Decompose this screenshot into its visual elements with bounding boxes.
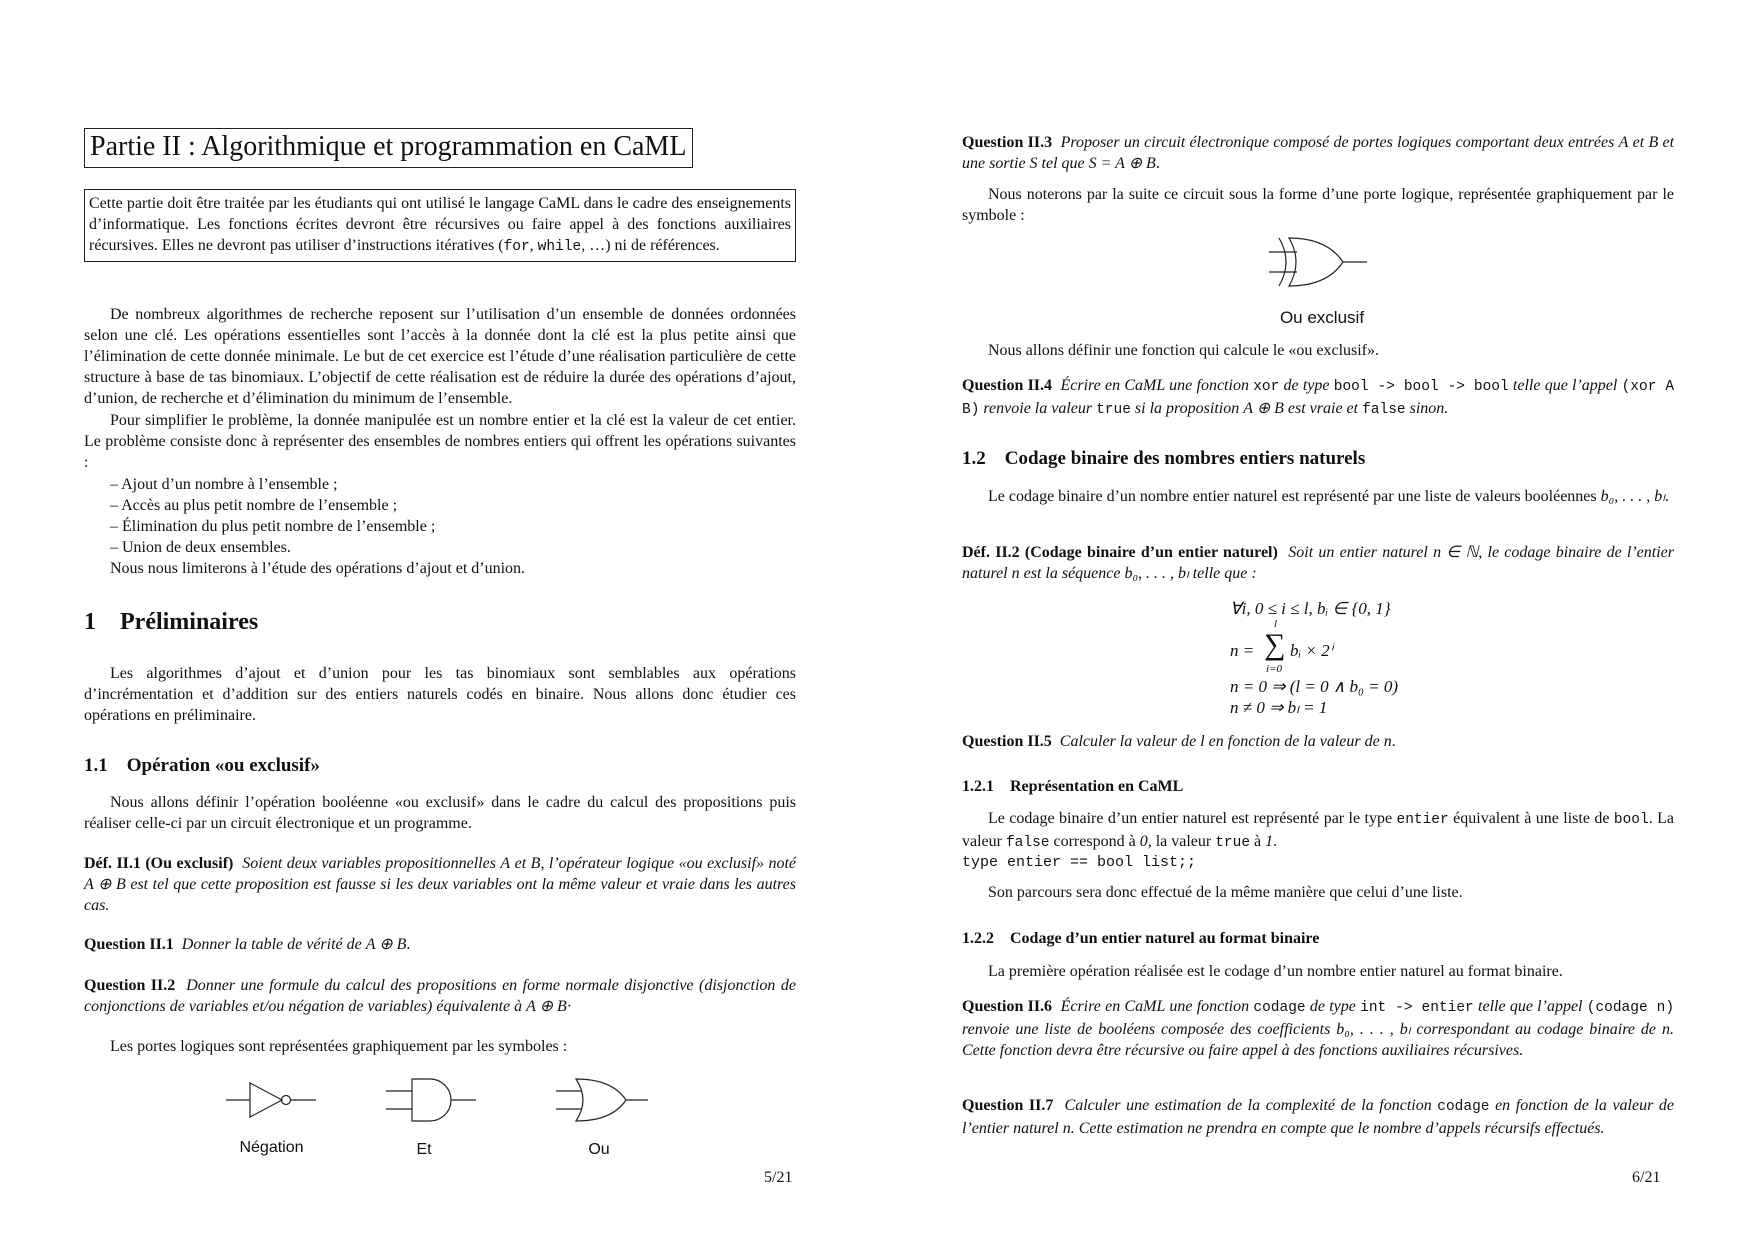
math-B: B (530, 855, 541, 872)
code-type-declaration: type entier == bool list;; (962, 854, 1197, 871)
gate-label-negation: Négation (239, 1139, 304, 1156)
question-II-5 (962, 731, 1674, 752)
code-while: while (537, 239, 582, 255)
question-text: Calculer une estimation de la complexité de la fonction (1064, 1097, 1438, 1114)
def-text: est la séquence (1019, 565, 1125, 582)
question-label: Question II.6 (962, 998, 1053, 1015)
punct: . (1664, 488, 1669, 505)
gate-label-ou: Ou (588, 1141, 610, 1158)
code-for: for (503, 239, 530, 255)
def-text: , l’opérateur logique «ou exclusif» noté (540, 855, 797, 872)
math-sequence: b₀, . . . , bₗ (1600, 488, 1665, 505)
math-n: n (1383, 733, 1392, 750)
page-number: 6/21 (1632, 1169, 1661, 1186)
section-1-2-1-heading: 1.2.1 Représentation en CaML (962, 778, 1184, 795)
sum-lhs: n = (1230, 641, 1255, 660)
code-false: false (1005, 835, 1050, 851)
code-xor: xor (1253, 379, 1280, 395)
code-codage: codage (1437, 1099, 1490, 1115)
question-II-1 (84, 934, 796, 955)
body-text: . La valeur (962, 810, 1675, 850)
question-text: Proposer un circuit électronique composé de portes logiques comportant deux entrées (1060, 134, 1619, 151)
code-false: false (1362, 402, 1406, 418)
formula-nonzero: n ≠ 0 ⇒ bₗ = 1 (1230, 698, 1328, 717)
question-text: de type (1279, 377, 1334, 394)
section-1-2-2-heading: 1.2.2 Codage d’un entier naturel au format binaire (962, 930, 1320, 947)
code-call: (xor A B) (962, 379, 1675, 418)
section-1-heading: 1 Préliminaires (84, 609, 259, 635)
punct: . (406, 936, 411, 953)
code-call: (codage n) (1586, 1000, 1675, 1016)
body-text: correspond à (1049, 833, 1140, 850)
parcours-text: Son parcours sera donc effectué de la même manière que celui d’une liste. (988, 884, 1463, 901)
question-text: sinon. (1405, 400, 1449, 417)
section-1-2-1-text (962, 808, 1674, 854)
section-1-1-heading: 1.1 Opération «ou exclusif» (84, 755, 320, 776)
code-codage: codage (1253, 1000, 1306, 1016)
question-II-2 (84, 975, 796, 1017)
xor-symbol-intro: Nous noterons par la suite ce circuit sous la forme d’une porte logique, représentée graphiquement par le symbole : (962, 186, 1674, 224)
intro-sep: , (529, 237, 538, 254)
code-true: true (1096, 402, 1131, 418)
question-II-6 (962, 996, 1674, 1061)
sum-top: l (1274, 618, 1278, 630)
question-text: de type (1305, 998, 1361, 1015)
math-n: n (1062, 1120, 1071, 1137)
question-text: si la proposition (1130, 400, 1244, 417)
def-text: telle que : (1188, 565, 1257, 582)
intro-text: Cette partie doit être traitée par les étudiants qui ont utilisé le langage CaML dans le cadre des enseignements d’informatique. Les fonctions écrites devront être récursives ou faire appel à des fonctions auxiliaires récursives. Elles ne devront pas utiliser d’instructions itératives ( (89, 195, 791, 254)
question-text: Calculer la valeur de (1059, 733, 1201, 750)
question-II-7 (962, 1095, 1674, 1139)
section-1-1-text: Nous allons définir l’opération booléenne «ou exclusif» dans le cadre du calcul des propositions puis réaliser celle-ci par un circuit électronique et un programme. (84, 794, 796, 832)
code-type: int -> entier (1360, 1000, 1474, 1016)
intro-text-end: , …) ni de références. (581, 237, 720, 254)
operations-list (84, 474, 796, 558)
gate-label-et: Et (416, 1141, 432, 1158)
definition-binary (962, 542, 1674, 584)
sum-sigma: ∑ (1264, 628, 1286, 661)
math-zero: 0 (1139, 833, 1148, 850)
xor-function-intro: Nous allons définir une fonction qui calcule le «ou exclusif». (988, 342, 1380, 359)
body-text: , la valeur (1147, 833, 1216, 850)
question-text: . Cette estimation ne prendra en compte que le nombre d’appels récursifs effectués. (1070, 1120, 1605, 1137)
formula-zero: n = 0 ⇒ (l = 0 ∧ b₀ = 0) (1230, 677, 1399, 696)
code-entier: entier (1396, 812, 1449, 828)
para-intro-2: Pour simplifier le problème, la donnée manipulée est un nombre entier et la clé est la valeur de cet entier. Le problème consiste donc à représenter des ensembles de nombres entiers qui offrent les opérations suivantes : (84, 412, 796, 471)
question-text: Donner la table de vérité de (181, 936, 366, 953)
question-text: en fonction de la valeur de l’entier naturel (962, 1097, 1675, 1137)
math-a-xor-b: A ⊕ B (84, 876, 126, 893)
and-gate-icon (384, 1075, 484, 1125)
code-type: bool -> bool -> bool (1333, 379, 1509, 395)
def-text: est tel que cette proposition est fausse si les deux variables ont la même valeur et vraie dans les autres cas. (84, 876, 796, 914)
math-n: n (1662, 1021, 1670, 1038)
xor-gate-icon (1267, 234, 1377, 290)
math-sequence: b₀, . . . , bₗ (1124, 565, 1189, 582)
def-label: Déf. II.1 (Ou exclusif) (84, 855, 234, 872)
question-text: . Cette fonction devra être récursive ou faire appel à des fonctions auxiliaires récursives. (962, 1021, 1674, 1059)
math-a-xor-b: A ⊕ B (365, 936, 407, 953)
question-II-3 (962, 132, 1674, 174)
def-text: Soient deux variables propositionnelles (242, 855, 501, 872)
def-text: Soit un entier naturel (1288, 544, 1434, 561)
question-text: correspondant au codage binaire de (1410, 1021, 1662, 1038)
question-text: Écrire en CaML une fonction (1060, 377, 1254, 394)
math-A: A (500, 855, 511, 872)
math-n-in-N: n ∈ ℕ (1433, 544, 1479, 561)
question-label: Question II.2 (84, 977, 176, 994)
math-formula: S = A ⊕ B (1088, 155, 1156, 172)
math-A: A (1618, 134, 1629, 151)
definition-xor (84, 853, 796, 916)
question-text: en fonction de la valeur de (1204, 733, 1384, 750)
code-true: true (1215, 835, 1251, 851)
list-item: – Ajout d’un nombre à l’ensemble ; (110, 476, 338, 493)
sum-bottom: i=0 (1266, 663, 1282, 675)
xor-gate-label: Ou exclusif (1279, 308, 1365, 327)
question-text: Donner une formule du calcul des propositions en forme normale disjonctive (disjonction de conjonctions de variables et/ou négation de variables) équivalente à (84, 977, 797, 1015)
question-label: Question II.1 (84, 936, 174, 953)
para-limit: Nous nous limiterons à l’étude des opérations d’ajout et d’union. (110, 560, 526, 577)
body-text: à (1250, 833, 1266, 850)
sum-rhs: bᵢ × 2ⁱ (1290, 641, 1333, 660)
formula-bits: ∀i, 0 ≤ i ≤ l, bᵢ ∈ {0, 1} (1230, 599, 1391, 618)
section-1-2-2-text: La première opération réalisée est le codage d’un nombre entier naturel au format binaire. (988, 963, 1563, 980)
formula-sum (1230, 620, 1430, 676)
math-a-xor-b: A ⊕ B (526, 998, 567, 1015)
body-text: Le codage binaire d’un entier naturel est représenté par le type (988, 810, 1397, 827)
question-II-4 (962, 375, 1674, 421)
question-text: telle que l’appel (1473, 998, 1587, 1015)
punct: . (1273, 833, 1278, 850)
punct: . (1391, 733, 1396, 750)
math-l: l (1200, 733, 1205, 750)
math-S: S (1029, 155, 1038, 172)
body-text: Le codage binaire d’un nombre entier naturel est représenté par une liste de valeurs booléennes (988, 488, 1601, 505)
def-text: et (510, 855, 531, 872)
para-intro-1: De nombreux algorithmes de recherche reposent sur l’utilisation d’un ensemble de données ordonnées selon une clé. Les opérations essentielles sont l’accès à la donnée dont la clé est la plus petite ainsi que l’élimination de cette donnée minimale. Le but de cet exercice est l’étude d’une réalisation particulière de cette structure à base de tas binomiaux. L’objectif de cette réalisation est de réduire la durée des opérations d’ajout, d’union, de recherche et d’élimination du minimum de l’ensemble. (84, 306, 796, 407)
part-title: Partie II : Algorithmique et programmation en CaML (84, 128, 693, 168)
question-text: renvoie une liste de booléens composée des coefficients (962, 1021, 1337, 1038)
list-item: – Accès au plus petit nombre de l’ensemble ; (110, 497, 398, 514)
body-text: équivalent à une liste de (1448, 810, 1614, 827)
question-text: renvoie la valeur (979, 400, 1097, 417)
question-label: Question II.4 (962, 377, 1053, 394)
question-text: telle que l’appel (1508, 377, 1622, 394)
question-label: Question II.5 (962, 733, 1052, 750)
punct: . (1155, 155, 1160, 172)
question-label: Question II.3 (962, 134, 1053, 151)
question-text: est vraie et (1283, 400, 1363, 417)
intro-box (84, 189, 796, 262)
def-label: Déf. II.2 (Codage binaire d’un entier naturel) (962, 544, 1278, 561)
section-1-2-heading: 1.2 Codage binaire des nombres entiers naturels (962, 448, 1366, 469)
question-text: et (1628, 134, 1649, 151)
question-text: Écrire en CaML une fonction (1060, 998, 1254, 1015)
question-text: et une sortie (962, 134, 1675, 172)
section-1-2-text (962, 486, 1674, 507)
page-number: 5/21 (764, 1169, 793, 1186)
question-label: Question II.7 (962, 1097, 1054, 1114)
math-B: B (1648, 134, 1659, 151)
or-gate-icon (554, 1075, 654, 1125)
list-item: – Union de deux ensembles. (110, 539, 291, 556)
not-gate-icon (224, 1075, 324, 1125)
gates-intro: Les portes logiques sont représentées graphiquement par les symboles : (110, 1038, 568, 1055)
part-title-box (84, 128, 693, 168)
math-n: n (1011, 565, 1020, 582)
question-text: tel que (1037, 155, 1089, 172)
def-text: , le codage binaire de l’entier naturel (962, 544, 1675, 582)
punct: · (566, 998, 573, 1015)
math-sequence: b₀, . . . , bₗ (1336, 1021, 1411, 1038)
math-one: 1 (1265, 833, 1274, 850)
list-item: – Élimination du plus petit nombre de l’ensemble ; (110, 518, 436, 535)
math-a-xor-b: A ⊕ B (1243, 400, 1284, 417)
section-1-text: Les algorithmes d’ajout et d’union pour les tas binomiaux sont semblables aux opérations d’incrémentation et d’addition sur des entiers naturels codés en binaire. Nous allons donc étudier ces opérations en préliminaire. (84, 665, 796, 724)
code-bool: bool (1613, 812, 1649, 828)
